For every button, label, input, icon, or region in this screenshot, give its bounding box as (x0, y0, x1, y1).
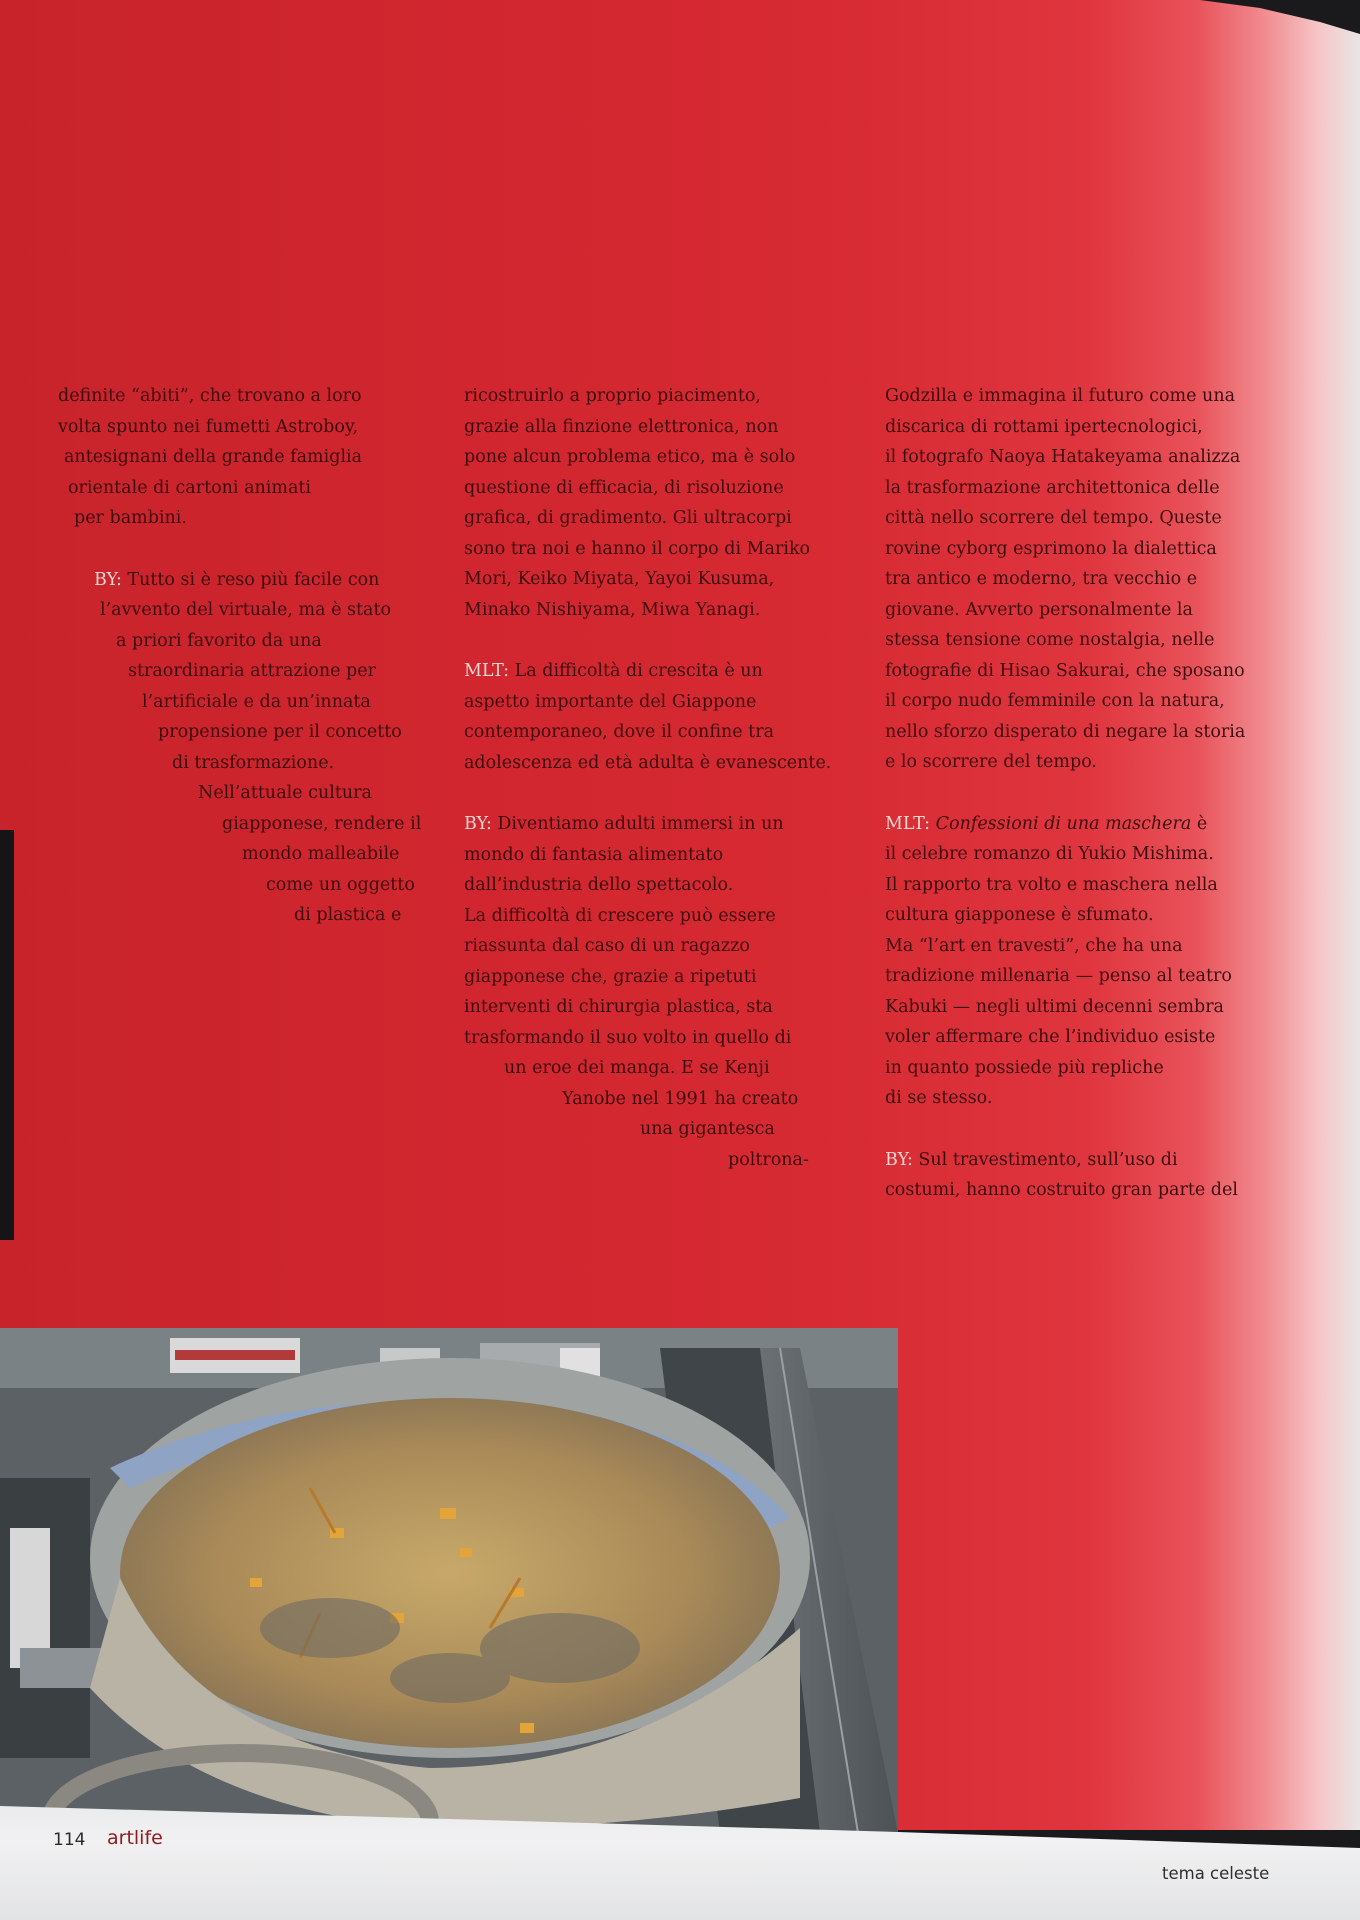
text-line (58, 656, 421, 687)
text-line (464, 901, 831, 932)
text-line (58, 900, 421, 931)
text-line (464, 1084, 831, 1115)
speaker-initials: MLT: (885, 813, 931, 834)
line-text: Kabuki — negli ultimi decenni sembra (885, 996, 1224, 1017)
text-line (58, 412, 421, 443)
text-line (464, 412, 831, 443)
text-line (885, 656, 1245, 687)
line-text: il corpo nudo femminile con la natura, (885, 691, 1225, 711)
text-line (58, 473, 421, 504)
line-text: Diventiamo adulti immersi in un (491, 814, 784, 834)
text-line (464, 717, 831, 748)
text-line (885, 442, 1245, 473)
text-line (58, 778, 421, 809)
text-line (464, 1114, 831, 1145)
line-text: La difficoltà di crescita è un (509, 661, 763, 681)
speaker-initials: MLT: (464, 661, 510, 681)
line-text: giovane. Avverto personalmente la (885, 599, 1193, 620)
line-text: a priori favorito da una (116, 630, 322, 651)
line-text: Ma “l’art en travesti”, che ha una (885, 935, 1183, 956)
line-text: il celebre romanzo di Yukio Mishima. (885, 844, 1214, 864)
text-line (58, 687, 421, 718)
aerial-photo-illustration (0, 1328, 898, 1833)
line-text: interventi di chirurgia plastica, sta (464, 997, 773, 1017)
speaker-initials: BY: (94, 569, 122, 590)
line-text: costumi, hanno costruito gran parte del (885, 1180, 1238, 1200)
text-line (464, 840, 831, 871)
text-line (885, 1022, 1245, 1053)
text-line (58, 626, 421, 657)
text-line (464, 534, 831, 565)
text-line (885, 1145, 1245, 1176)
line-text: Yanobe nel 1991 ha creato (562, 1088, 799, 1109)
line-text: nello sforzo disperato di negare la storia (885, 721, 1246, 742)
paragraph-gap (58, 534, 421, 565)
text-line (58, 839, 421, 870)
text-line (464, 564, 831, 595)
speaker-initials: BY: (464, 814, 492, 834)
line-text: tradizione millenaria — penso al teatro (885, 966, 1232, 986)
line-text: un eroe dei manga. E se Kenji (504, 1058, 770, 1078)
line-text: riassunta dal caso di un ragazzo (464, 936, 750, 956)
line-text: aspetto importante del Giappone (464, 691, 757, 712)
line-text: volta spunto nei fumetti Astroboy, (58, 416, 359, 437)
text-line (58, 748, 421, 779)
text-line (885, 1053, 1245, 1084)
text-line (464, 442, 831, 473)
book-title: Confessioni di una maschera (935, 813, 1192, 834)
text-line (464, 931, 831, 962)
line-text: Nell’attuale cultura (198, 783, 372, 803)
line-text: questione di efficacia, di risoluzione (464, 477, 784, 498)
text-line (58, 381, 421, 412)
magazine-name: artlife (107, 1827, 163, 1849)
line-text: giapponese, rendere il (222, 813, 422, 834)
text-line (885, 717, 1245, 748)
text-line (885, 473, 1245, 504)
line-text: stessa tensione come nostalgia, nelle (885, 630, 1215, 650)
text-line (58, 503, 421, 534)
line-text: cultura giapponese è sfumato. (885, 905, 1154, 925)
line-text: tra antico e moderno, tra vecchio e (885, 569, 1198, 589)
text-line (464, 503, 831, 534)
text-column-1 (58, 381, 421, 931)
line-text: pone alcun problema etico, ma è solo (464, 447, 796, 467)
line-text: La difficoltà di crescere può essere (464, 905, 776, 926)
text-line (464, 595, 831, 626)
text-line (58, 442, 421, 473)
text-line (885, 1083, 1245, 1114)
line-text: mondo malleabile (242, 844, 400, 864)
line-text: è (1191, 813, 1208, 834)
text-line (464, 992, 831, 1023)
stadium-demolition-photo (0, 1328, 898, 1833)
text-line (58, 809, 421, 840)
line-text: Godzilla e immagina il futuro come una (885, 386, 1236, 406)
text-column-2 (464, 381, 831, 1175)
page-number: 114 (53, 1830, 86, 1850)
paragraph-gap (464, 778, 831, 809)
line-text: e lo scorrere del tempo. (885, 752, 1097, 772)
text-line (885, 931, 1245, 962)
line-text: di plastica e (294, 905, 402, 925)
text-line (464, 473, 831, 504)
text-line (885, 870, 1245, 901)
text-line (464, 748, 831, 779)
line-text: di se stesso. (885, 1088, 993, 1108)
line-text: il fotografo Naoya Hatakeyama analizza (885, 447, 1241, 467)
line-text: poltrona- (728, 1149, 809, 1170)
text-line (885, 839, 1245, 870)
text-column-3 (885, 381, 1245, 1206)
line-text: voler affermare che l’individuo esiste (885, 1027, 1216, 1047)
text-line (885, 686, 1245, 717)
line-text: Minako Nishiyama, Miwa Yanagi. (464, 599, 761, 620)
line-text: adolescenza ed età adulta è evanescente. (464, 752, 832, 773)
line-text: Sul travestimento, sull’uso di (912, 1149, 1178, 1170)
text-line (464, 381, 831, 412)
publisher-name: tema celeste (1162, 1864, 1270, 1883)
text-line (464, 870, 831, 901)
line-text: propensione per il concetto (158, 722, 402, 742)
line-text: in quanto possiede più repliche (885, 1057, 1164, 1078)
line-text: una gigantesca (640, 1119, 775, 1139)
text-line (885, 747, 1245, 778)
text-line (885, 992, 1245, 1023)
line-text: mondo di fantasia alimentato (464, 844, 724, 865)
line-text: per bambini. (74, 508, 187, 528)
text-line (885, 564, 1245, 595)
line-text: grazie alla finzione elettronica, non (464, 416, 779, 437)
line-text: l’avvento del virtuale, ma è stato (100, 600, 392, 620)
text-line (885, 625, 1245, 656)
line-text: trasformando il suo volto in quello di (464, 1027, 792, 1048)
line-text: città nello scorrere del tempo. Queste (885, 508, 1222, 528)
line-text: rovine cyborg esprimono la dialettica (885, 538, 1217, 559)
text-line (885, 534, 1245, 565)
text-line (464, 809, 831, 840)
text-line (58, 870, 421, 901)
text-line (885, 381, 1245, 412)
paragraph-gap (885, 1114, 1245, 1145)
line-text: antesignani della grande famiglia (64, 447, 363, 467)
line-text: grafica, di gradimento. Gli ultracorpi (464, 508, 792, 528)
text-line (464, 1053, 831, 1084)
line-text: discarica di rottami ipertecnologici, (885, 416, 1203, 437)
line-text: sono tra noi e hanno il corpo di Mariko (464, 538, 811, 559)
text-line (885, 595, 1245, 626)
line-text: di trasformazione. (172, 752, 335, 773)
text-line (885, 809, 1245, 840)
text-line (464, 687, 831, 718)
paragraph-gap (464, 625, 831, 656)
text-line (885, 503, 1245, 534)
text-line (58, 717, 421, 748)
text-line (464, 1023, 831, 1054)
line-text: fotografie di Hisao Sakurai, che sposano (885, 660, 1245, 681)
line-text: Il rapporto tra volto e maschera nella (885, 874, 1218, 895)
paragraph-gap (885, 778, 1245, 809)
text-line (885, 900, 1245, 931)
text-line (464, 962, 831, 993)
text-line (58, 565, 421, 596)
text-line (464, 656, 831, 687)
line-text: Mori, Keiko Miyata, Yayoi Kusuma, (464, 569, 775, 589)
line-text: ricostruirlo a proprio piacimento, (464, 386, 761, 406)
left-page-shadow (0, 830, 14, 1240)
speaker-initials: BY: (885, 1149, 913, 1170)
line-text: orientale di cartoni animati (68, 477, 312, 498)
text-line (464, 1145, 831, 1176)
line-text: come un oggetto (266, 874, 415, 895)
text-line (885, 1175, 1245, 1206)
line-text: dall’industria dello spettacolo. (464, 875, 734, 895)
line-text: Tutto si è reso più facile con (121, 569, 380, 590)
line-text: definite “abiti”, che trovano a loro (58, 386, 362, 406)
line-text: contemporaneo, dove il confine tra (464, 722, 775, 742)
line-text: giapponese che, grazie a ripetuti (464, 966, 757, 987)
line-text: la trasformazione architettonica delle (885, 477, 1220, 498)
text-line (58, 595, 421, 626)
text-line (885, 412, 1245, 443)
line-text: l’artificiale e da un’innata (142, 691, 371, 712)
text-line (885, 961, 1245, 992)
line-text: straordinaria attrazione per (128, 661, 376, 681)
